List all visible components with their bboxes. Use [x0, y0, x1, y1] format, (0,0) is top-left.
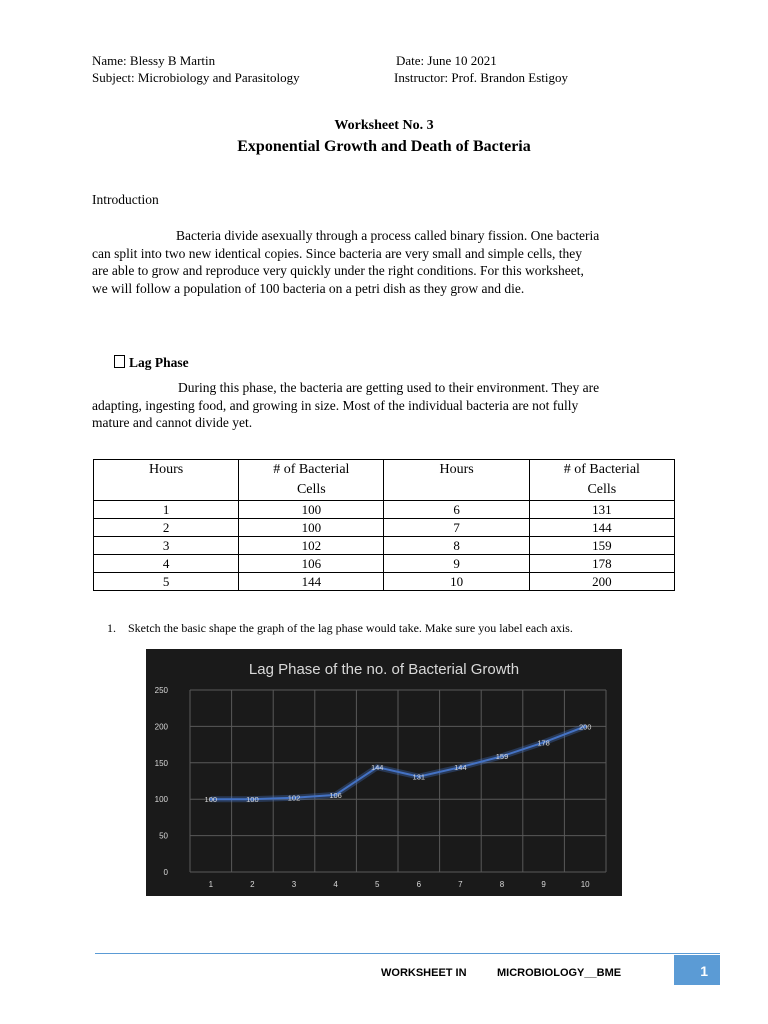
- y-tick-label: 100: [154, 795, 168, 805]
- header-text: # of Bacterial: [273, 462, 350, 477]
- bullet-icon: [114, 355, 125, 368]
- col-header-hours: [384, 460, 529, 501]
- instructor: Instructor: Prof. Brandon Estigoy: [394, 70, 569, 85]
- table-cell: 106: [239, 555, 384, 573]
- table-cell: 144: [239, 573, 384, 591]
- bacteria-table: [93, 459, 675, 591]
- table-row: [94, 555, 675, 573]
- y-tick-label: 0: [163, 868, 168, 877]
- date: Date: June 10 2021: [396, 53, 497, 68]
- data-label: 102: [287, 793, 301, 803]
- table-row: [94, 573, 675, 591]
- lag-phase-title: Lag Phase: [129, 355, 189, 370]
- table-cell: 4: [94, 555, 239, 573]
- y-tick-label: 200: [154, 722, 168, 732]
- data-label: 144: [370, 763, 384, 773]
- x-tick-label: 2: [250, 880, 255, 889]
- col-header-cells: [239, 460, 384, 501]
- table-cell: 10: [384, 573, 529, 591]
- data-label: 100: [246, 795, 259, 805]
- student-name: Name: Blessy B Martin: [92, 53, 216, 68]
- table-cell: 144: [529, 519, 674, 537]
- data-label: 144: [454, 763, 467, 773]
- x-tick-label: 3: [291, 880, 297, 889]
- table-cell: 178: [529, 555, 674, 573]
- chart-title: Lag Phase of the no. of Bacterial Growth: [248, 661, 520, 678]
- x-tick-label: 6: [416, 880, 422, 889]
- table-cell: 3: [94, 537, 239, 555]
- table-cell: 200: [529, 573, 674, 591]
- data-label: 106: [329, 790, 342, 800]
- table-cell: 8: [384, 537, 529, 555]
- table-cell: 9: [384, 555, 529, 573]
- lag-phase-chart: [146, 649, 622, 896]
- data-label: 100: [204, 795, 218, 805]
- x-tick-label: 4: [333, 880, 338, 889]
- x-tick-label: 8: [499, 880, 505, 889]
- lag-phase-heading: [114, 355, 189, 371]
- lag-line: adapting, ingesting food, and growing in size. Most of the individual bacteria are not fully: [92, 397, 579, 413]
- intro-line: are able to grow and reproduce very quickly under the right conditions. For this worksheet,: [92, 263, 584, 278]
- subject: Subject: Microbiology and Parasitology: [92, 70, 300, 85]
- table-cell: 7: [384, 519, 529, 537]
- table-header-row: [94, 460, 675, 501]
- data-label: 200: [578, 722, 592, 732]
- intro-line: can split into two new identical copies. Since bacteria are very small and simple cells, they: [92, 245, 582, 261]
- data-label: 131: [412, 772, 426, 782]
- footer-left: WORKSHEET IN: [381, 967, 467, 979]
- x-tick-label: 1: [208, 880, 214, 889]
- header-text: Hours: [439, 462, 474, 477]
- data-label: 178: [537, 738, 550, 748]
- lag-phase-paragraph: [92, 379, 672, 432]
- y-tick-label: 250: [154, 686, 168, 695]
- footer-rule: [95, 953, 720, 954]
- intro-paragraph: [92, 227, 672, 297]
- col-header-hours: [94, 460, 239, 501]
- header-text: Cells: [296, 482, 326, 497]
- table-cell: 100: [239, 501, 384, 519]
- header-text: Hours: [148, 462, 184, 477]
- table-cell: 1: [94, 501, 239, 519]
- table-row: [94, 501, 675, 519]
- chart-svg: [146, 649, 622, 896]
- table-row: [94, 519, 675, 537]
- intro-line: Bacteria divide asexually through a process called binary fission. One bacteria: [176, 228, 600, 243]
- question-number: 1.: [107, 621, 116, 635]
- data-label: 159: [495, 752, 509, 762]
- intro-heading: Introduction: [92, 192, 159, 207]
- page-number: 1: [674, 955, 720, 985]
- y-tick-label: 50: [159, 831, 168, 841]
- footer-right: MICROBIOLOGY__BME: [497, 967, 622, 979]
- x-tick-label: 10: [580, 880, 590, 889]
- x-tick-label: 9: [541, 880, 546, 889]
- table-cell: 5: [94, 573, 239, 591]
- table-cell: 2: [94, 519, 239, 537]
- lag-line: mature and cannot divide yet.: [92, 415, 253, 430]
- header-text: Cells: [587, 482, 617, 497]
- table-cell: 159: [529, 537, 674, 555]
- col-header-cells: [529, 460, 674, 501]
- intro-line: we will follow a population of 100 bacteria on a petri dish as they grow and die.: [92, 280, 525, 296]
- table-cell: 100: [239, 519, 384, 537]
- x-tick-label: 5: [374, 880, 380, 889]
- worksheet-number: Worksheet No. 3: [334, 118, 434, 133]
- table-row: [94, 537, 675, 555]
- table-cell: 131: [529, 501, 674, 519]
- page-title: Exponential Growth and Death of Bacteria: [237, 138, 531, 155]
- table-cell: 102: [239, 537, 384, 555]
- table-cell: 6: [384, 501, 529, 519]
- question-text: Sketch the basic shape the graph of the lag phase would take. Make sure you label each axis.: [128, 621, 573, 635]
- header-text: # of Bacterial: [563, 462, 640, 477]
- y-tick-label: 150: [154, 758, 168, 768]
- x-tick-label: 7: [458, 880, 463, 889]
- lag-line: During this phase, the bacteria are getting used to their environment. They are: [178, 380, 600, 395]
